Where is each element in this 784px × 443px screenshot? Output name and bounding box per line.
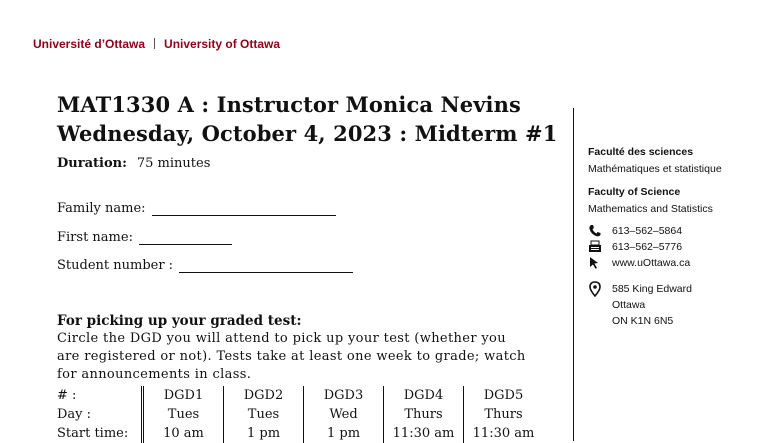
- student-number-label: Student number :: [57, 258, 174, 273]
- dgd-day: Thurs: [464, 405, 544, 424]
- dgd-day: Wed: [304, 405, 384, 424]
- pickup-instructions: Circle the DGD you will attend to pick up your test (whether you are registered or not). Tests take at least one week to grade; watch for announcements in class.: [57, 331, 526, 382]
- dgd-day: Tues: [143, 405, 224, 424]
- family-name-blank[interactable]: [152, 203, 336, 216]
- duration: [57, 156, 210, 171]
- row-label: Day :: [57, 407, 92, 422]
- exam-title-line2: Wednesday, October 4, 2023 : Midterm #1: [57, 121, 558, 146]
- pickup-heading: For picking up your graded test:: [57, 313, 302, 329]
- address-line: Ottawa: [612, 299, 646, 311]
- row-label: Start time:: [57, 426, 129, 441]
- sidebar-divider: [573, 108, 574, 441]
- family-name-label: Family name:: [57, 201, 146, 216]
- first-name-blank[interactable]: [139, 232, 232, 245]
- table-row: [57, 424, 543, 443]
- department-english: Mathematics and Statistics: [588, 203, 713, 215]
- dgd-time: 1 pm: [304, 424, 384, 443]
- dgd-time: 10 am: [143, 424, 224, 443]
- row-label: # :: [57, 388, 77, 403]
- dgd-time: 11:30 am: [384, 424, 464, 443]
- location-pin-icon: [588, 281, 608, 295]
- duration-value: 75 minutes: [136, 156, 211, 171]
- student-number-field[interactable]: [57, 258, 353, 273]
- dgd-option[interactable]: DGD4: [384, 386, 464, 405]
- duration-label: Duration:: [57, 156, 127, 171]
- faculty-french: Faculté des sciences: [588, 146, 694, 158]
- dgd-option[interactable]: DGD3: [304, 386, 384, 405]
- fax-number: 613–562–5776: [612, 241, 683, 253]
- dgd-day: Tues: [224, 405, 304, 424]
- address-line: ON K1N 6N5: [612, 315, 674, 327]
- dgd-option[interactable]: DGD2: [224, 386, 304, 405]
- dgd-option[interactable]: DGD1: [143, 386, 224, 405]
- first-name-field[interactable]: [57, 230, 232, 245]
- dgd-day: Thurs: [384, 405, 464, 424]
- dgd-option[interactable]: DGD5: [464, 386, 544, 405]
- first-name-label: First name:: [57, 230, 133, 245]
- fax-icon: [588, 240, 608, 254]
- brand-english: University of Ottawa: [164, 37, 281, 51]
- department-french: Mathématiques et statistique: [588, 163, 722, 175]
- table-row: [57, 386, 543, 405]
- phone-icon: [588, 224, 608, 238]
- brand-divider: [154, 38, 155, 49]
- student-number-blank[interactable]: [179, 260, 353, 273]
- brand-french: Université d’Ottawa: [33, 37, 146, 51]
- dgd-time: 1 pm: [224, 424, 304, 443]
- address-line: 585 King Edward: [612, 283, 692, 295]
- exam-title-line1: MAT1330 A : Instructor Monica Nevins: [57, 92, 521, 117]
- fax-contact: [588, 240, 682, 254]
- family-name-field[interactable]: [57, 201, 336, 216]
- university-brand: [33, 37, 280, 51]
- table-row: [57, 405, 543, 424]
- faculty-english: Faculty of Science: [588, 186, 681, 198]
- cursor-icon: [588, 256, 608, 270]
- phone-number: 613–562–5864: [612, 225, 683, 237]
- web-contact[interactable]: [588, 256, 690, 270]
- address: [588, 281, 692, 329]
- dgd-time: 11:30 am: [464, 424, 544, 443]
- phone-contact: [588, 224, 682, 238]
- dgd-table: [57, 386, 543, 443]
- website-link[interactable]: www.uOttawa.ca: [612, 257, 691, 269]
